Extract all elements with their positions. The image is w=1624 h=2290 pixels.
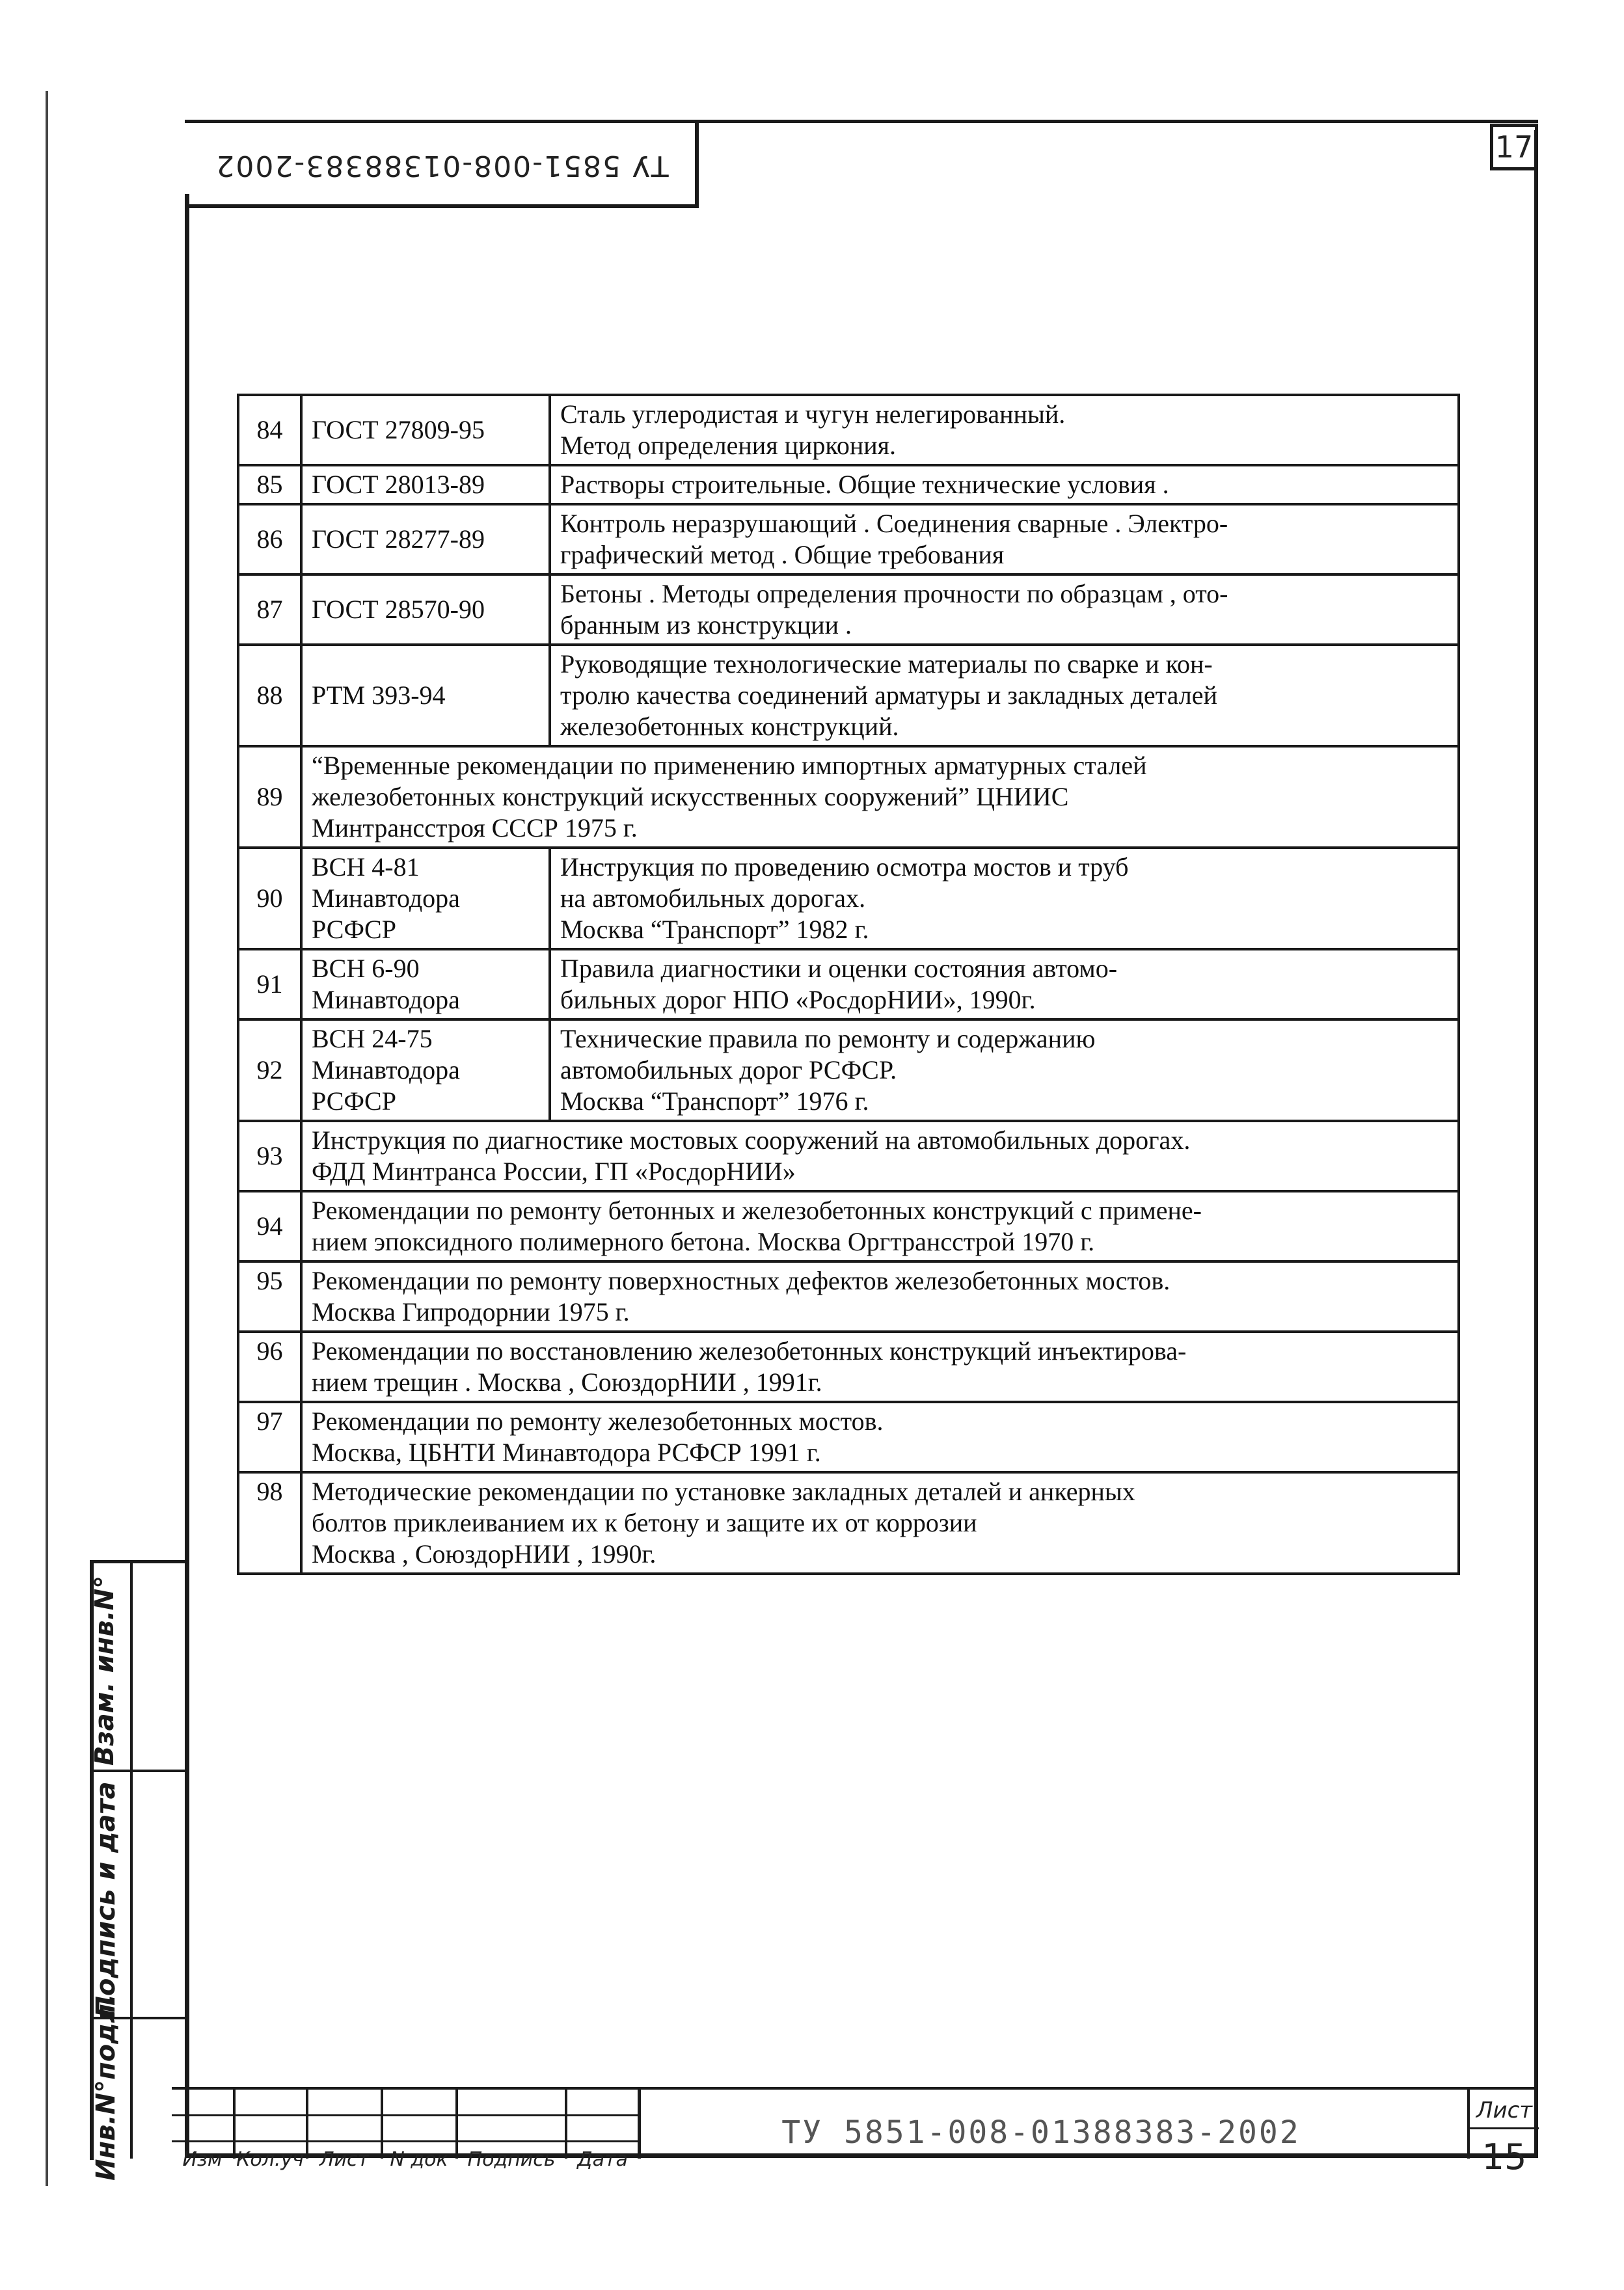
row-code: ГОСТ 28013-89 bbox=[301, 465, 550, 504]
row-code: РТМ 393-94 bbox=[301, 645, 550, 746]
row-code bbox=[301, 949, 550, 1019]
text-line: бранным из конструкции . bbox=[560, 610, 852, 640]
text-line: ФДД Минтранса России, ГП «РосдорНИИ» bbox=[312, 1157, 796, 1186]
text-line: Контроль неразрушающий . Соединения сварные . Электро- bbox=[560, 509, 1228, 538]
frame-right-line bbox=[1534, 130, 1538, 2157]
code-line: ВСН 4-81 Минавтодора bbox=[312, 852, 460, 913]
title-block-doc-code: ТУ 5851-008-01388383-2002 bbox=[781, 2114, 1301, 2151]
row-number: 98 bbox=[238, 1472, 301, 1574]
table-row bbox=[238, 1261, 1459, 1332]
row-number: 84 bbox=[238, 395, 301, 465]
row-number: 92 bbox=[238, 1019, 301, 1121]
text-line: Методические рекомендации по установке закладных деталей и анкерных bbox=[312, 1477, 1135, 1506]
row-description bbox=[301, 746, 1459, 848]
code-line: ВСН 24-75 Минавтодора bbox=[312, 1024, 460, 1084]
code-line: ВСН 6-90 Минавтодора bbox=[312, 954, 460, 1014]
text-line: Руководящие технологические материалы по сварке и кон- bbox=[560, 649, 1213, 679]
row-description bbox=[550, 949, 1459, 1019]
text-line: Растворы строительные. Общие технические условия . bbox=[560, 470, 1169, 499]
text-line: Бетоны . Методы определения прочности по образцам , ото- bbox=[560, 579, 1228, 608]
table-row bbox=[238, 574, 1459, 645]
row-number: 97 bbox=[238, 1402, 301, 1472]
top-doc-code: ТУ 5851-008-01388383-2002 bbox=[215, 149, 669, 183]
page-number-top: 17 bbox=[1490, 124, 1538, 170]
row-number: 96 bbox=[238, 1332, 301, 1402]
margin-label-inv-podl: Инв.N°подл. bbox=[91, 1993, 121, 2181]
table-row bbox=[238, 1472, 1459, 1574]
row-code bbox=[301, 1019, 550, 1121]
text-line: Рекомендации по ремонту поверхностных дефектов железобетонных мостов. bbox=[312, 1266, 1171, 1295]
col-n-dok: N док bbox=[390, 2148, 448, 2171]
table-row bbox=[238, 1121, 1459, 1191]
row-description bbox=[301, 1332, 1459, 1402]
row-description bbox=[550, 1019, 1459, 1121]
row-code: ГОСТ 28570-90 bbox=[301, 574, 550, 645]
text-line: железобетонных конструкций искусственных сооружений” ЦНИИС bbox=[312, 782, 1069, 811]
row-number: 86 bbox=[238, 504, 301, 574]
row-number: 88 bbox=[238, 645, 301, 746]
text-line: бильных дорог НПО «РосдорНИИ», 1990г. bbox=[560, 985, 1036, 1014]
col-izm: Изм bbox=[182, 2148, 223, 2171]
title-block-col-line bbox=[1467, 2087, 1470, 2159]
text-line: Минтрансстроя СССР 1975 г. bbox=[312, 813, 638, 842]
text-line: Москва “Транспорт” 1976 г. bbox=[560, 1086, 869, 1116]
reference-table bbox=[237, 394, 1460, 1575]
text-line: Метод определения циркония. bbox=[560, 431, 897, 460]
table-row bbox=[238, 504, 1459, 574]
row-number: 90 bbox=[238, 848, 301, 949]
text-line: Москва, ЦБНТИ Минавтодора РСФСР 1991 г. bbox=[312, 1438, 821, 1467]
text-line: автомобильных дорог РСФСР. bbox=[560, 1055, 897, 1084]
text-line: Сталь углеродистая и чугун нелегированный. bbox=[560, 399, 1066, 429]
table-row bbox=[238, 1019, 1459, 1121]
text-line: графический метод . Общие требования bbox=[560, 540, 1005, 569]
text-line: Инструкция по проведению осмотра мостов и труб bbox=[560, 852, 1129, 882]
row-number: 87 bbox=[238, 574, 301, 645]
text-line: болтов приклеиванием их к бетону и защите их от коррозии bbox=[312, 1508, 977, 1537]
row-number: 95 bbox=[238, 1261, 301, 1332]
text-line: Москва “Транспорт” 1982 г. bbox=[560, 915, 869, 944]
text-line: железобетонных конструкций. bbox=[560, 712, 899, 741]
text-line: тролю качества соединений арматуры и закладных деталей bbox=[560, 680, 1217, 710]
margin-label-vzam-inv: Взам. инв.N° bbox=[90, 1575, 120, 1766]
table-row bbox=[238, 465, 1459, 504]
code-line: РСФСР bbox=[312, 915, 396, 944]
col-list: Лист bbox=[319, 2148, 370, 2171]
title-block-row-line bbox=[172, 2114, 640, 2116]
table-row bbox=[238, 1402, 1459, 1472]
row-number: 89 bbox=[238, 746, 301, 848]
col-podpis: Подпись bbox=[467, 2148, 556, 2171]
table-row bbox=[238, 645, 1459, 746]
table-row bbox=[238, 848, 1459, 949]
row-description bbox=[550, 465, 1459, 504]
code-line: РСФСР bbox=[312, 1086, 396, 1116]
row-number: 94 bbox=[238, 1191, 301, 1261]
row-description bbox=[550, 574, 1459, 645]
text-line: “Временные рекомендации по применению импортных арматурных сталей bbox=[312, 751, 1147, 780]
row-code: ГОСТ 27809-95 bbox=[301, 395, 550, 465]
page-edge-line bbox=[46, 91, 48, 2186]
sheet-label: Лист bbox=[1476, 2097, 1533, 2123]
col-kol-uch: Кол.уч bbox=[236, 2148, 304, 2171]
row-description bbox=[550, 395, 1459, 465]
frame-left-line bbox=[185, 194, 189, 2157]
sheet-number: 15 bbox=[1482, 2136, 1527, 2177]
row-description bbox=[301, 1191, 1459, 1261]
text-line: Правила диагностики и оценки состояния автомо- bbox=[560, 954, 1118, 983]
text-line: нием трещин . Москва , СоюздорНИИ , 1991г. bbox=[312, 1367, 822, 1397]
row-description bbox=[550, 645, 1459, 746]
table-row bbox=[238, 1191, 1459, 1261]
title-block-top-line bbox=[172, 2087, 1538, 2090]
title-block-row-line bbox=[172, 2140, 640, 2142]
row-number: 91 bbox=[238, 949, 301, 1019]
text-line: Рекомендации по восстановлению железобетонных конструкций инъектирова- bbox=[312, 1336, 1187, 1366]
table-row bbox=[238, 1332, 1459, 1402]
text-line: нием эпоксидного полимерного бетона. Москва Оргтрансстрой 1970 г. bbox=[312, 1227, 1095, 1256]
text-line: Рекомендации по ремонту железобетонных мостов. bbox=[312, 1407, 884, 1436]
text-line: Москва , СоюздорНИИ , 1990г. bbox=[312, 1539, 656, 1569]
row-number: 93 bbox=[238, 1121, 301, 1191]
row-code: ГОСТ 28277-89 bbox=[301, 504, 550, 574]
table-row bbox=[238, 949, 1459, 1019]
text-line: Рекомендации по ремонту бетонных и железобетонных конструкций с примене- bbox=[312, 1196, 1202, 1225]
row-code bbox=[301, 848, 550, 949]
col-data: Дата bbox=[577, 2148, 628, 2171]
row-description bbox=[301, 1402, 1459, 1472]
row-description bbox=[301, 1121, 1459, 1191]
margin-inner-line bbox=[130, 1560, 133, 2159]
row-description bbox=[301, 1261, 1459, 1332]
text-line: на автомобильных дорогах. bbox=[560, 883, 866, 913]
row-number: 85 bbox=[238, 465, 301, 504]
table-row bbox=[238, 395, 1459, 465]
row-description bbox=[301, 1472, 1459, 1574]
margin-label-podpis-data: Подпись и дата bbox=[91, 1781, 121, 2018]
row-description bbox=[550, 504, 1459, 574]
row-description bbox=[550, 848, 1459, 949]
text-line: Инструкция по диагностике мостовых сооружений на автомобильных дорогах. bbox=[312, 1125, 1191, 1155]
text-line: Технические правила по ремонту и содержанию bbox=[560, 1024, 1096, 1053]
text-line: Москва Гипродорнии 1975 г. bbox=[312, 1297, 630, 1327]
table-row bbox=[238, 746, 1459, 848]
